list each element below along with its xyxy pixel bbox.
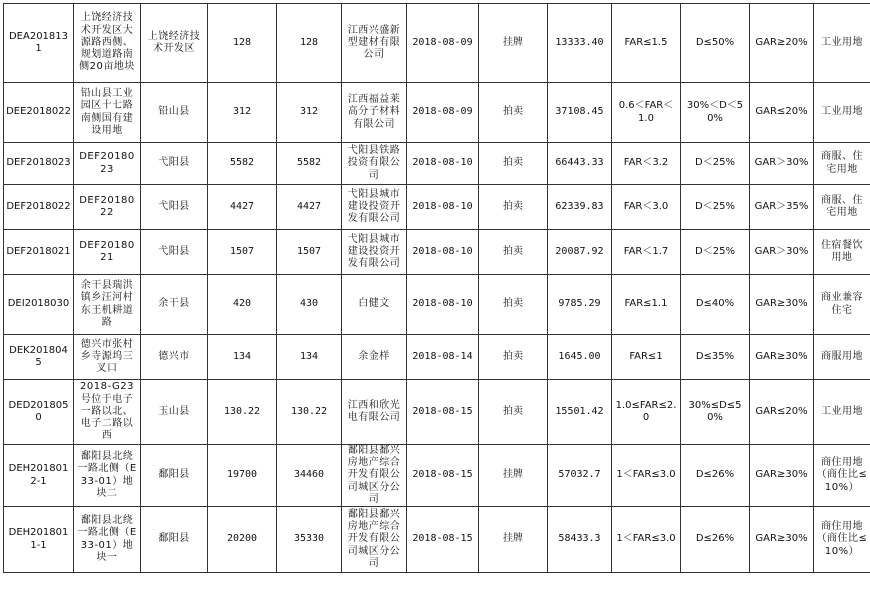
area-cell: 4427	[208, 185, 277, 230]
method-cell: 拍卖	[479, 83, 548, 143]
gar-cell: GAR≥20%	[750, 4, 814, 83]
density-cell: D≤26%	[681, 507, 750, 573]
area-cell: 20200	[208, 507, 277, 573]
date-cell: 2018-08-14	[407, 335, 479, 380]
district-cell: 弋阳县	[141, 143, 208, 185]
location-cell: 上饶经济技术开发区大源路西侧、规划道路南侧20亩地块	[74, 4, 141, 83]
area-cell: 430	[277, 275, 342, 335]
price-cell: 66443.33	[548, 143, 612, 185]
area-cell: 312	[208, 83, 277, 143]
table-row	[4, 230, 870, 275]
parcel-id-cell: DEH2018012-1	[4, 445, 74, 507]
date-cell: 2018-08-15	[407, 380, 479, 445]
method-cell: 拍卖	[479, 185, 548, 230]
buyer-cell: 弋阳县城市建设投资开发有限公司	[342, 230, 407, 275]
method-cell: 拍卖	[479, 380, 548, 445]
gar-cell: GAR≤20%	[750, 83, 814, 143]
buyer-cell: 江西和欣光电有限公司	[342, 380, 407, 445]
area-cell: 128	[208, 4, 277, 83]
location-cell: 鄱阳县北绕一路北侧（E33-01）地块二	[74, 445, 141, 507]
table-row	[4, 275, 870, 335]
district-cell: 余干县	[141, 275, 208, 335]
far-cell: 0.6＜FAR＜1.0	[612, 83, 681, 143]
price-cell: 15501.42	[548, 380, 612, 445]
area-cell: 420	[208, 275, 277, 335]
far-cell: FAR≤1.5	[612, 4, 681, 83]
table-row	[4, 83, 870, 143]
land-use-cell: 商服、住宅用地	[814, 143, 870, 185]
location-cell: 余干县瑞洪镇乡汪河村东王机耕道路	[74, 275, 141, 335]
area-cell: 134	[208, 335, 277, 380]
price-cell: 57032.7	[548, 445, 612, 507]
table-row	[4, 185, 870, 230]
buyer-cell: 白健文	[342, 275, 407, 335]
parcel-id-cell: DEF2018021	[4, 230, 74, 275]
area-cell: 5582	[277, 143, 342, 185]
land-use-cell: 工业用地	[814, 83, 870, 143]
area-cell: 130.22	[277, 380, 342, 445]
land-use-cell: 工业用地	[814, 4, 870, 83]
parcel-id-cell: DEK2018045	[4, 335, 74, 380]
district-cell: 上饶经济技术开发区	[141, 4, 208, 83]
far-cell: FAR＜3.2	[612, 143, 681, 185]
parcel-id-cell: DED2018050	[4, 380, 74, 445]
parcel-id-cell: DEH2018011-1	[4, 507, 74, 573]
far-cell: FAR＜3.0	[612, 185, 681, 230]
location-cell: DEF2018023	[74, 143, 141, 185]
gar-cell: GAR＞35%	[750, 185, 814, 230]
price-cell: 1645.00	[548, 335, 612, 380]
price-cell: 13333.40	[548, 4, 612, 83]
date-cell: 2018-08-10	[407, 185, 479, 230]
area-cell: 128	[277, 4, 342, 83]
price-cell: 62339.83	[548, 185, 612, 230]
density-cell: D≤40%	[681, 275, 750, 335]
location-cell: 德兴市张村乡寺源坞三叉口	[74, 335, 141, 380]
method-cell: 拍卖	[479, 275, 548, 335]
buyer-cell: 鄱阳县鄱兴房地产综合开发有限公司城区分公司	[342, 445, 407, 507]
district-cell: 玉山县	[141, 380, 208, 445]
district-cell: 德兴市	[141, 335, 208, 380]
area-cell: 1507	[277, 230, 342, 275]
area-cell: 1507	[208, 230, 277, 275]
price-cell: 37108.45	[548, 83, 612, 143]
table-row	[4, 335, 870, 380]
date-cell: 2018-08-10	[407, 275, 479, 335]
method-cell: 拍卖	[479, 143, 548, 185]
buyer-cell: 余金样	[342, 335, 407, 380]
area-cell: 130.22	[208, 380, 277, 445]
density-cell: 30%＜D＜50%	[681, 83, 750, 143]
gar-cell: GAR≥30%	[750, 507, 814, 573]
gar-cell: GAR≥30%	[750, 445, 814, 507]
location-cell: DEF2018021	[74, 230, 141, 275]
land-transaction-table	[3, 3, 870, 573]
area-cell: 5582	[208, 143, 277, 185]
price-cell: 20087.92	[548, 230, 612, 275]
method-cell: 挂牌	[479, 4, 548, 83]
area-cell: 4427	[277, 185, 342, 230]
far-cell: FAR＜1.7	[612, 230, 681, 275]
parcel-id-cell: DEF2018022	[4, 185, 74, 230]
density-cell: 30%≤D≤50%	[681, 380, 750, 445]
land-use-cell: 商住用地（商住比≤10%）	[814, 507, 870, 573]
far-cell: 1＜FAR≤3.0	[612, 507, 681, 573]
method-cell: 拍卖	[479, 230, 548, 275]
gar-cell: GAR＞30%	[750, 230, 814, 275]
area-cell: 312	[277, 83, 342, 143]
location-cell: 鄱阳县北绕一路北侧（E33-01）地块一	[74, 507, 141, 573]
area-cell: 35330	[277, 507, 342, 573]
district-cell: 弋阳县	[141, 185, 208, 230]
district-cell: 弋阳县	[141, 230, 208, 275]
location-cell: DEF2018022	[74, 185, 141, 230]
district-cell: 铅山县	[141, 83, 208, 143]
parcel-id-cell: DEI2018030	[4, 275, 74, 335]
land-use-cell: 商服、住宅用地	[814, 185, 870, 230]
gar-cell: GAR≤20%	[750, 380, 814, 445]
land-use-cell: 商服用地	[814, 335, 870, 380]
density-cell: D＜25%	[681, 230, 750, 275]
gar-cell: GAR＞30%	[750, 143, 814, 185]
land-use-cell: 商业兼容住宅	[814, 275, 870, 335]
parcel-id-cell: DEE2018022	[4, 83, 74, 143]
density-cell: D≤35%	[681, 335, 750, 380]
location-cell: 2018-G23号位于电子一路以北、电子二路以西	[74, 380, 141, 445]
table-body	[4, 4, 870, 573]
price-cell: 58433.3	[548, 507, 612, 573]
table-row	[4, 507, 870, 573]
density-cell: D≤50%	[681, 4, 750, 83]
buyer-cell: 鄱阳县鄱兴房地产综合开发有限公司城区分公司	[342, 507, 407, 573]
date-cell: 2018-08-15	[407, 445, 479, 507]
price-cell: 9785.29	[548, 275, 612, 335]
table-row	[4, 445, 870, 507]
land-use-cell: 商住用地（商住比≤10%）	[814, 445, 870, 507]
table-row	[4, 143, 870, 185]
date-cell: 2018-08-15	[407, 507, 479, 573]
district-cell: 鄱阳县	[141, 445, 208, 507]
district-cell: 鄱阳县	[141, 507, 208, 573]
area-cell: 34460	[277, 445, 342, 507]
date-cell: 2018-08-10	[407, 143, 479, 185]
density-cell: D≤26%	[681, 445, 750, 507]
far-cell: 1＜FAR≤3.0	[612, 445, 681, 507]
method-cell: 挂牌	[479, 507, 548, 573]
gar-cell: GAR≥30%	[750, 275, 814, 335]
far-cell: FAR≤1	[612, 335, 681, 380]
density-cell: D＜25%	[681, 185, 750, 230]
buyer-cell: 江西兴盛新型建材有限公司	[342, 4, 407, 83]
parcel-id-cell: DEF2018023	[4, 143, 74, 185]
far-cell: 1.0≤FAR≤2.0	[612, 380, 681, 445]
land-use-cell: 住宿餐饮用地	[814, 230, 870, 275]
far-cell: FAR≤1.1	[612, 275, 681, 335]
buyer-cell: 弋阳县城市建设投资开发有限公司	[342, 185, 407, 230]
date-cell: 2018-08-10	[407, 230, 479, 275]
area-cell: 19700	[208, 445, 277, 507]
buyer-cell: 弋阳县铁路投资有限公司	[342, 143, 407, 185]
method-cell: 拍卖	[479, 335, 548, 380]
location-cell: 铅山县工业园区十七路南侧国有建设用地	[74, 83, 141, 143]
date-cell: 2018-08-09	[407, 4, 479, 83]
parcel-id-cell: DEA2018131	[4, 4, 74, 83]
date-cell: 2018-08-09	[407, 83, 479, 143]
area-cell: 134	[277, 335, 342, 380]
buyer-cell: 江西福益莱高分子材料有限公司	[342, 83, 407, 143]
table-row	[4, 380, 870, 445]
method-cell: 挂牌	[479, 445, 548, 507]
gar-cell: GAR≥30%	[750, 335, 814, 380]
table-row	[4, 4, 870, 83]
density-cell: D＜25%	[681, 143, 750, 185]
land-use-cell: 工业用地	[814, 380, 870, 445]
